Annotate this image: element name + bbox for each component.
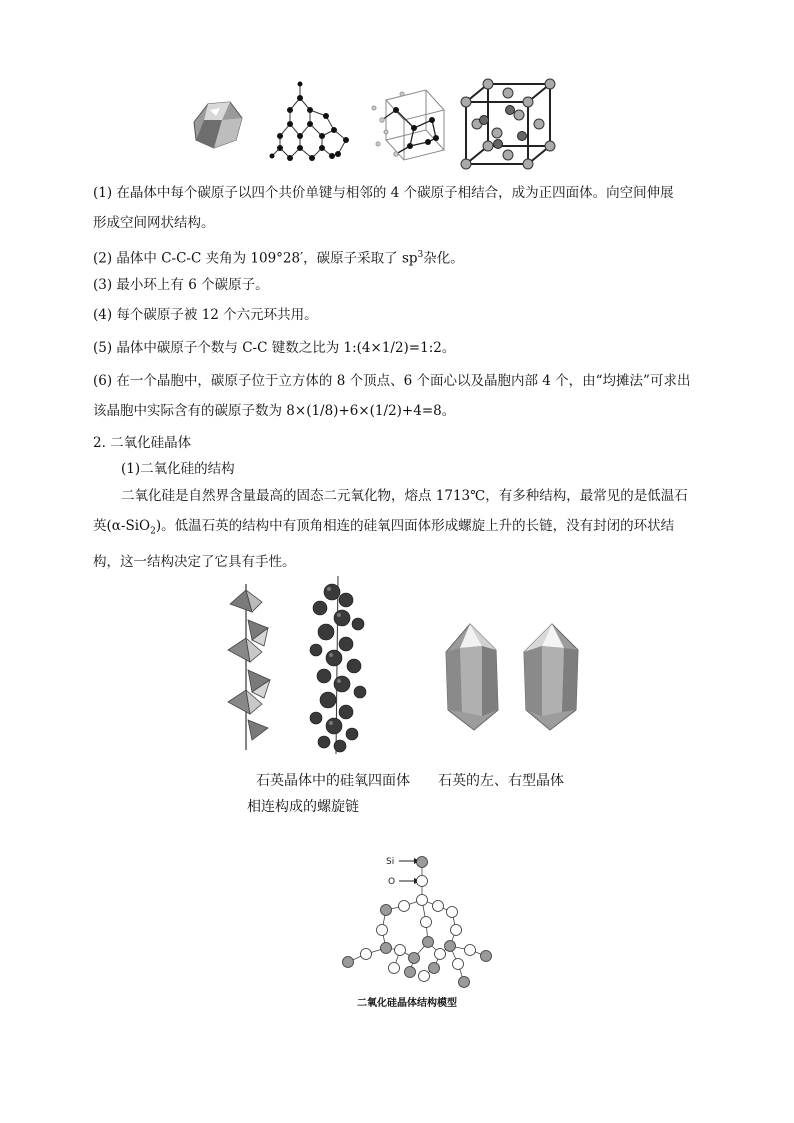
point-1-line-2: 形成空间网状结构。 xyxy=(93,215,215,231)
silica-description: 二氧化硅是自然界含量最高的固态二元氧化物，熔点 1713℃，有多种结构，最常见的是低温石 英(α-SiO$_2$)。低温石英的结构中有顶角相连的硅氧四面体形成螺旋上升的长链，没有封闭的环状结 构，这一结构决定了它具有手性。 xyxy=(93,488,688,570)
diamond-point-4: (4) 每个碳原子被 12 个六元环共用。 xyxy=(93,307,318,323)
diamond-cell-perspective-image xyxy=(366,80,452,166)
diamond-gem-image xyxy=(186,100,246,150)
silica-structure-model-image xyxy=(338,850,508,990)
diamond-lattice-image xyxy=(268,78,358,168)
diamond-point-3: (3) 最小环上有 6 个碳原子。 xyxy=(93,277,269,293)
model-caption: 二氧化硅晶体结构模型 xyxy=(357,998,457,1009)
point-1-line-1: (1) 在晶体中每个碳原子以四个共价单键与相邻的 4 个碳原子相结合，成为正四面体。向空间伸展 xyxy=(93,185,674,201)
left-quartz-crystal-image xyxy=(440,622,506,734)
tetrahedra-helix-image xyxy=(222,582,282,752)
diamond-point-5: (5) 晶体中碳原子个数与 C-C 键数之比为 1:(4×1/2)=1:2。 xyxy=(93,340,456,356)
helix-caption-line-2: 相连构成的螺旋链 xyxy=(247,799,359,815)
atom-helix-image xyxy=(302,574,382,756)
right-quartz-crystal-image xyxy=(518,622,582,734)
crystals-caption: 石英的左、右型晶体 xyxy=(438,773,564,789)
point-6-line-1: (6) 在一个晶胞中，碳原子位于立方体的 8 个顶点、6 个面心以及晶胞内部 4 个，由“均摊法”可求出 xyxy=(93,373,691,389)
point-6-line-2: 该晶胞中实际含有的碳原子数为 8×(1/8)+6×(1/2)+4=8。 xyxy=(93,403,456,419)
section-heading: 2. 二氧化硅晶体 xyxy=(93,435,192,451)
o-label: O xyxy=(388,877,396,887)
diamond-point-1 xyxy=(93,178,713,238)
si-label: Si xyxy=(386,857,395,867)
subsection-heading: (1)二氧化硅的结构 xyxy=(121,461,235,477)
diamond-point-2: (2) 晶体中 C-C-C 夹角为 109°28′，碳原子采取了 $sp^3$杂化。 xyxy=(93,250,464,267)
diamond-point-6 xyxy=(93,366,713,426)
diamond-unit-cell-image xyxy=(458,80,558,170)
helix-caption-line-1: 石英晶体中的硅氧四面体 xyxy=(256,773,410,789)
